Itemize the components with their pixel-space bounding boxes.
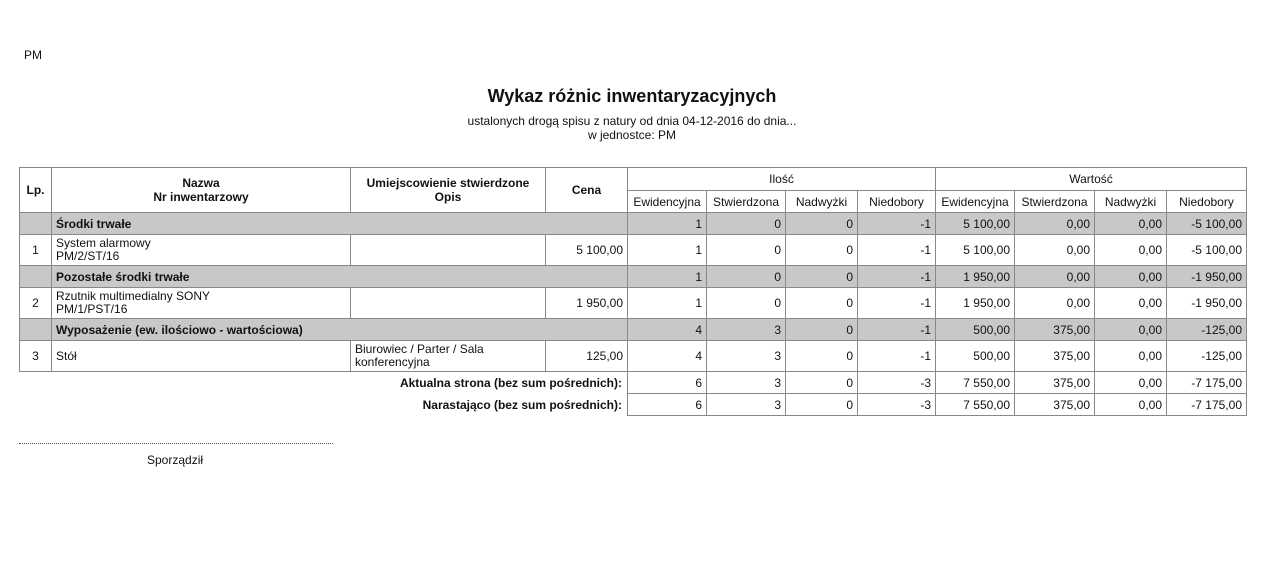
group-v-ewid: 5 100,00	[936, 213, 1015, 235]
subtitle-unit: w jednostce: PM	[587, 128, 677, 142]
item-location-cont: konferencyjna	[355, 355, 430, 369]
item-q-ewid: 4	[628, 341, 707, 372]
group-q-nadw: 0	[786, 213, 858, 235]
signature-line	[19, 443, 333, 444]
item-q-nied: -1	[858, 288, 936, 319]
col-location	[351, 168, 546, 213]
group-v-nied: -1 950,00	[1167, 266, 1247, 288]
subtitle-period: ustalonych drogą spisu z natury od dnia 04-12-2016 do dnia...	[467, 114, 797, 128]
col-q-stw: Stwierdzona	[707, 191, 786, 213]
group-q-ewid: 1	[628, 213, 707, 235]
col-location-label: Umiejscowienie stwierdzone	[366, 176, 530, 190]
group-q-ewid: 1	[628, 266, 707, 288]
item-q-stw: 0	[707, 235, 786, 266]
item-q-stw: 3	[707, 341, 786, 372]
group-v-nied: -5 100,00	[1167, 213, 1247, 235]
col-price: Cena	[546, 168, 628, 213]
col-name	[52, 168, 351, 213]
group-v-ewid: 500,00	[936, 319, 1015, 341]
table-row	[20, 341, 1247, 372]
group-v-stw: 375,00	[1015, 319, 1095, 341]
total-q-nadw: 0	[786, 372, 858, 394]
item-v-stw: 0,00	[1015, 288, 1095, 319]
total-v-nadw: 0,00	[1095, 372, 1167, 394]
report-subtitle	[0, 114, 1264, 142]
item-v-stw: 0,00	[1015, 235, 1095, 266]
item-lp: 3	[20, 341, 52, 372]
item-q-nadw: 0	[786, 288, 858, 319]
group-q-nied: -1	[858, 213, 936, 235]
total-v-nied: -7 175,00	[1167, 372, 1247, 394]
group-lp	[20, 319, 52, 341]
unit-code: PM	[24, 48, 42, 62]
col-q-nied: Niedobory	[858, 191, 936, 213]
item-q-nadw: 0	[786, 341, 858, 372]
total-v-stw: 375,00	[1015, 394, 1095, 416]
group-row	[20, 266, 1247, 288]
item-name: Rzutnik multimedialny SONY	[56, 289, 211, 303]
item-location: Biurowiec / Parter / Sala	[355, 342, 484, 356]
total-q-nadw: 0	[786, 394, 858, 416]
total-spacer	[20, 394, 351, 416]
group-q-nied: -1	[858, 266, 936, 288]
total-q-stw: 3	[707, 372, 786, 394]
group-v-nadw: 0,00	[1095, 213, 1167, 235]
group-q-nadw: 0	[786, 266, 858, 288]
group-q-nadw: 0	[786, 319, 858, 341]
col-name-label: Nazwa	[182, 176, 220, 190]
group-q-ewid: 4	[628, 319, 707, 341]
item-q-nied: -1	[858, 341, 936, 372]
item-name-cell	[52, 341, 351, 372]
total-label: Narastająco (bez sum pośrednich):	[422, 397, 622, 412]
item-v-nadw: 0,00	[1095, 235, 1167, 266]
total-v-nied: -7 175,00	[1167, 394, 1247, 416]
group-v-stw: 0,00	[1015, 266, 1095, 288]
item-v-ewid: 5 100,00	[936, 235, 1015, 266]
item-inv-no: PM/1/PST/16	[56, 302, 128, 316]
item-v-nadw: 0,00	[1095, 341, 1167, 372]
table-row	[20, 235, 1247, 266]
item-q-nied: -1	[858, 235, 936, 266]
item-location-cell	[351, 288, 546, 319]
group-q-stw: 0	[707, 213, 786, 235]
group-v-nied: -125,00	[1167, 319, 1247, 341]
item-price: 125,00	[546, 341, 628, 372]
item-lp: 1	[20, 235, 52, 266]
item-location-cell	[351, 235, 546, 266]
group-v-stw: 0,00	[1015, 213, 1095, 235]
item-v-nied: -125,00	[1167, 341, 1247, 372]
col-group-value: Wartość	[936, 168, 1247, 191]
item-v-ewid: 1 950,00	[936, 288, 1015, 319]
col-lp: Lp.	[20, 168, 52, 213]
total-v-stw: 375,00	[1015, 372, 1095, 394]
group-row	[20, 213, 1247, 235]
item-v-stw: 375,00	[1015, 341, 1095, 372]
col-v-ewid: Ewidencyjna	[936, 191, 1015, 213]
col-v-nied: Niedobory	[1167, 191, 1247, 213]
col-v-nadw: Nadwyżki	[1095, 191, 1167, 213]
group-name: Środki trwałe	[52, 213, 628, 235]
item-v-ewid: 500,00	[936, 341, 1015, 372]
item-v-nied: -1 950,00	[1167, 288, 1247, 319]
group-q-nied: -1	[858, 319, 936, 341]
total-v-ewid: 7 550,00	[936, 394, 1015, 416]
item-location-cell	[351, 341, 546, 372]
item-q-stw: 0	[707, 288, 786, 319]
total-spacer	[20, 372, 351, 394]
item-v-nadw: 0,00	[1095, 288, 1167, 319]
group-lp	[20, 266, 52, 288]
total-row-cumulative	[20, 394, 1247, 416]
group-v-ewid: 1 950,00	[936, 266, 1015, 288]
col-q-nadw: Nadwyżki	[786, 191, 858, 213]
total-q-stw: 3	[707, 394, 786, 416]
inventory-differences-table	[19, 167, 1247, 416]
group-lp	[20, 213, 52, 235]
col-q-ewid: Ewidencyjna	[628, 191, 707, 213]
total-q-ewid: 6	[628, 394, 707, 416]
col-group-quantity: Ilość	[628, 168, 936, 191]
total-v-nadw: 0,00	[1095, 394, 1167, 416]
item-name: Stół	[56, 348, 77, 363]
group-name: Pozostałe środki trwałe	[52, 266, 628, 288]
total-q-nied: -3	[858, 394, 936, 416]
report-title: Wykaz różnic inwentaryzacyjnych	[487, 86, 777, 106]
item-q-ewid: 1	[628, 288, 707, 319]
total-row-page	[20, 372, 1247, 394]
total-v-ewid: 7 550,00	[936, 372, 1015, 394]
col-description-label: Opis	[434, 190, 462, 204]
header-row-1	[20, 168, 1247, 191]
group-q-stw: 0	[707, 266, 786, 288]
group-name: Wyposażenie (ew. ilościowo - wartościowa)	[52, 319, 628, 341]
item-price: 5 100,00	[546, 235, 628, 266]
col-inv-no-label: Nr inwentarzowy	[153, 190, 249, 204]
group-q-stw: 3	[707, 319, 786, 341]
item-name: System alarmowy	[56, 236, 151, 250]
total-q-nied: -3	[858, 372, 936, 394]
group-row	[20, 319, 1247, 341]
item-q-nadw: 0	[786, 235, 858, 266]
item-name-cell	[52, 235, 351, 266]
signature-label: Sporządził	[147, 453, 204, 467]
item-q-ewid: 1	[628, 235, 707, 266]
group-v-nadw: 0,00	[1095, 319, 1167, 341]
item-name-cell	[52, 288, 351, 319]
total-label: Aktualna strona (bez sum pośrednich):	[399, 375, 622, 390]
item-lp: 2	[20, 288, 52, 319]
table-row	[20, 288, 1247, 319]
total-q-ewid: 6	[628, 372, 707, 394]
col-v-stw: Stwierdzona	[1015, 191, 1095, 213]
group-v-nadw: 0,00	[1095, 266, 1167, 288]
table-body	[20, 213, 1247, 416]
item-inv-no: PM/2/ST/16	[56, 249, 120, 263]
item-price: 1 950,00	[546, 288, 628, 319]
item-v-nied: -5 100,00	[1167, 235, 1247, 266]
